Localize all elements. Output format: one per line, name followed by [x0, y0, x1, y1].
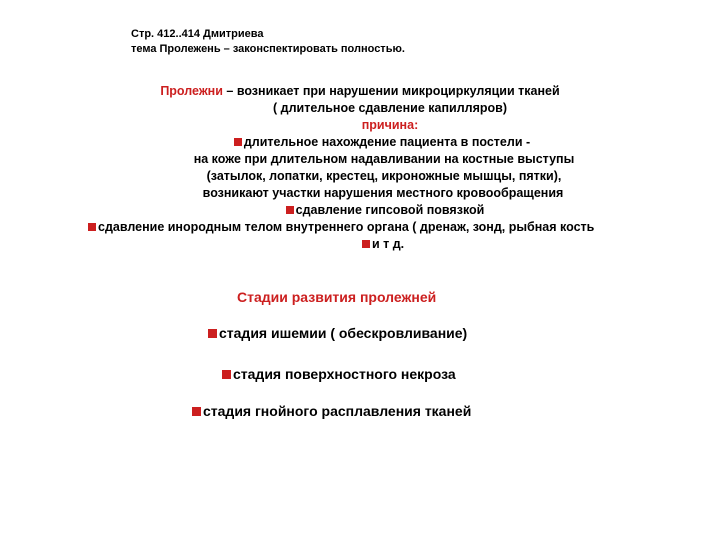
header-line-2: тема Пролежень – законспектировать полностью. [131, 43, 405, 55]
definition-term: Пролежни [160, 84, 223, 98]
definition-line-2: ( длительное сдавление капилляров) [273, 101, 507, 115]
bullet-square-icon [88, 223, 96, 231]
cause-item-1-text: длительное нахождение пациента в постели - [243, 135, 531, 149]
stage-item-3-text: стадия гнойного расплавления тканей [203, 403, 472, 419]
definition-line-1 [0, 83, 720, 100]
bullet-square-icon [234, 138, 242, 146]
causes-title: причина: [361, 118, 419, 132]
bullet-square-icon [286, 206, 294, 214]
stages-title: Стадии развития пролежней [237, 289, 437, 305]
cause-item-1 [0, 134, 720, 151]
definition-text: – возникает при нарушении микроциркуляции тканей [222, 84, 560, 98]
cause-item-1-line-4: возникают участки нарушения местного кровообращения [202, 186, 564, 200]
stage-item-1 [208, 325, 467, 341]
cause-item-2-text: сдавление гипсовой повязкой [295, 203, 485, 217]
header-line-1: Стр. 412..414 Дмитриева [131, 28, 264, 40]
cause-item-1-line-3: (затылок, лопатки, крестец, икроножные мышцы, пятки), [206, 169, 562, 183]
stage-item-1-text: стадия ишемии ( обескровливание) [219, 325, 468, 341]
cause-item-2 [0, 202, 720, 219]
stage-item-3 [192, 403, 471, 419]
cause-item-4-text: и т д. [372, 237, 405, 251]
bullet-square-icon [192, 407, 201, 416]
cause-item-4 [362, 236, 404, 253]
cause-item-3-text: сдавление инородным телом внутреннего органа ( дренаж, зонд, рыбная кость [98, 220, 595, 234]
bullet-square-icon [222, 370, 231, 379]
cause-item-3 [88, 219, 594, 236]
bullet-square-icon [208, 329, 217, 338]
stage-item-2 [222, 366, 456, 382]
bullet-square-icon [362, 240, 370, 248]
cause-item-1-line-2: на коже при длительном надавливании на костные выступы [193, 152, 575, 166]
stage-item-2-text: стадия поверхностного некроза [233, 366, 456, 382]
